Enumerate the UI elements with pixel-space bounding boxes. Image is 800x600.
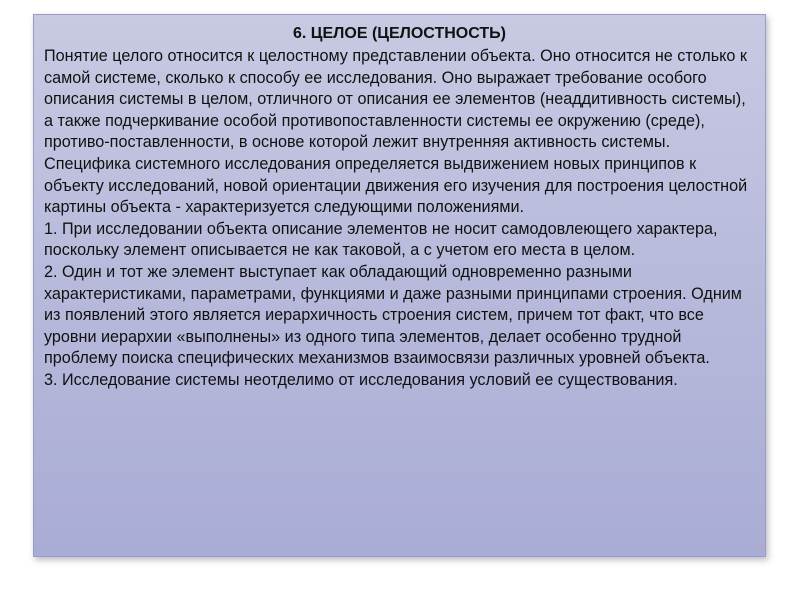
paragraph-intro: Понятие целого относится к целостному представлении объекта. Оно относится не столько к самой системе, сколько к способу ее исследования. Оно выражает требование особого описания системы в целом, отличного от описания ее элементов (неаддитивность системы), а также подчеркивание особой противопоставленности системы ее окружению (среде), противо-поставленности, в основе которой лежит внутренняя активность системы. [44, 47, 748, 152]
content-card [33, 14, 766, 557]
slide-title: 6. ЦЕЛОЕ (ЦЕЛОСТНОСТЬ) [293, 25, 506, 42]
paragraph-point-1: 1. При исследовании объекта описание элементов не носит самодовлеющего характера, поскольку элемент описывается не как таковой, а с учетом его места в целом. [44, 219, 718, 260]
paragraph-specifics: Специфика системного исследования определяется выдвижением новых принципов к объекту исследований, новой ориентации движения его изучения для построения целостной картины объекта - характеризуется следующими положениями. [44, 154, 748, 217]
paragraph-point-2: 2. Один и тот же элемент выступает как обладающий одновременно разными характеристиками, параметрами, функциями и даже разными принципами строения. Одним из появлений этого является иерархичность строения систем, причем тот факт, что все уровни иерархии «выполнены» из одного типа элементов, делает особенно трудной проблему поиска специфических механизмов взаимосвязи различных уровней объекта. [44, 262, 742, 368]
paragraph-point-3: 3. Исследование системы неотделимо от исследования условий ее существования. [44, 370, 678, 389]
